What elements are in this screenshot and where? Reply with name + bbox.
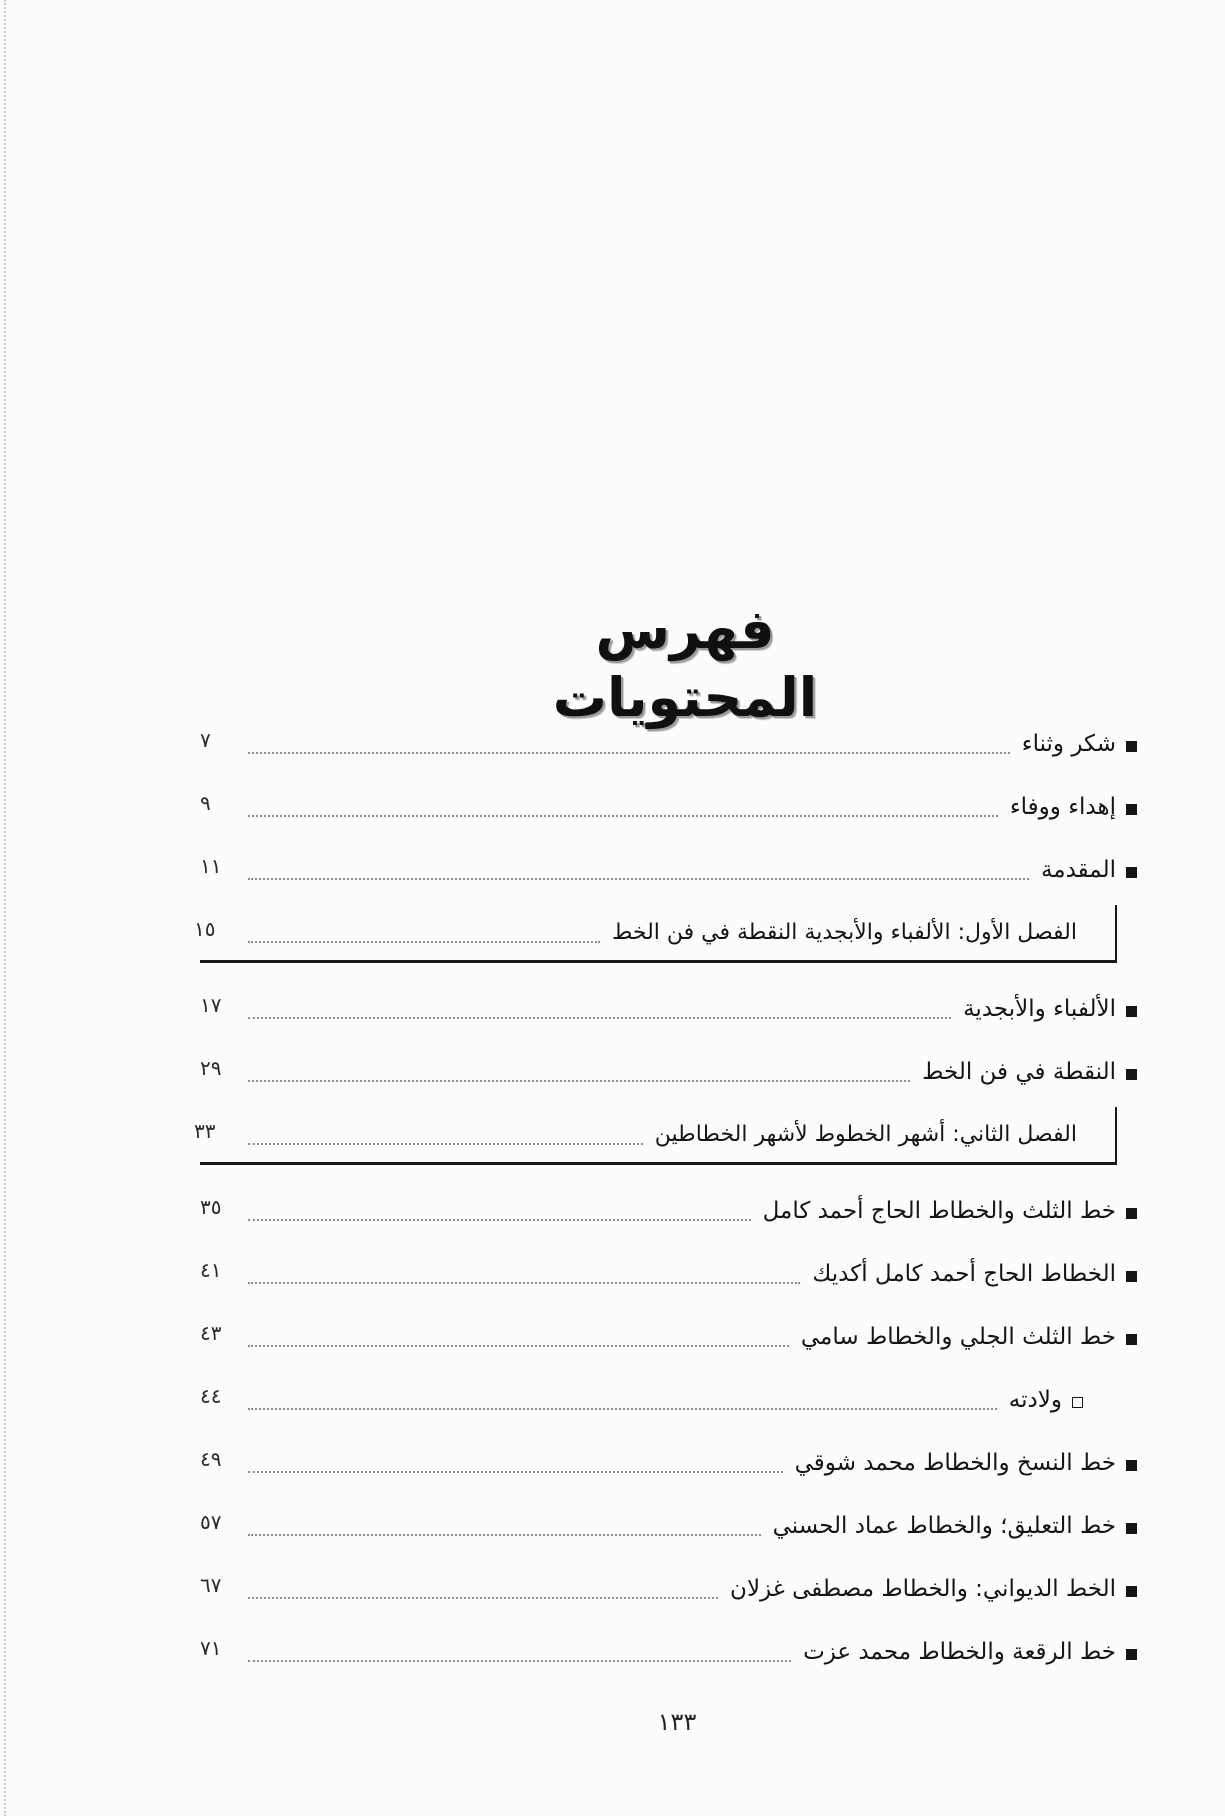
dotted-leader xyxy=(248,1534,761,1536)
toc-entry-page: ٢٩ xyxy=(200,1055,222,1080)
page-number: ١٣٣ xyxy=(657,1708,697,1736)
filled-square-icon xyxy=(1126,1586,1137,1597)
toc-entry-page: ٤٤ xyxy=(200,1383,222,1408)
toc-entry-page: ٦٧ xyxy=(200,1572,222,1597)
toc-entry-page: ٣٥ xyxy=(200,1194,222,1219)
dotted-leader xyxy=(248,1017,951,1019)
filled-square-icon xyxy=(1126,1523,1137,1534)
filled-square-icon xyxy=(1126,1006,1137,1017)
chapter-title: الفصل الأول: الألفباء والأبجدية النقطة في فن الخط xyxy=(611,920,1077,945)
toc-entry-title: خط التعليق؛ والخطاط عماد الحسني xyxy=(772,1512,1116,1539)
chapter-page: ٣٣ xyxy=(194,1118,216,1143)
dotted-leader xyxy=(248,815,998,817)
hollow-square-icon xyxy=(1072,1397,1083,1408)
toc-entry-title: خط الثلث الجلي والخطاط سامي xyxy=(800,1323,1116,1350)
dotted-leader xyxy=(248,1597,718,1599)
toc-entry xyxy=(200,1557,1145,1620)
dotted-leader xyxy=(248,1660,791,1662)
chapter-title: الفصل الثاني: أشهر الخطوط لأشهر الخطاطين xyxy=(654,1122,1077,1147)
filled-square-icon xyxy=(1126,1208,1137,1219)
dotted-leader xyxy=(248,752,1010,754)
toc-entry-page: ١١ xyxy=(200,853,222,878)
filled-square-icon xyxy=(1126,1334,1137,1345)
toc-chapter-heading xyxy=(194,905,1117,963)
dotted-leader xyxy=(248,878,1029,880)
toc-entry xyxy=(200,1242,1145,1305)
toc-entry-page: ٤٩ xyxy=(200,1446,222,1471)
toc-entry xyxy=(200,712,1145,775)
filled-square-icon xyxy=(1126,1649,1137,1660)
dotted-leader xyxy=(248,1143,643,1145)
dotted-leader xyxy=(248,941,600,943)
toc-entry-page: ٥٧ xyxy=(200,1509,222,1534)
chapter-page: ١٥ xyxy=(194,916,216,941)
toc-entry xyxy=(200,977,1145,1040)
toc-entry-title: شكر وثناء xyxy=(1021,730,1116,757)
toc-entry-page: ٩ xyxy=(200,790,211,815)
toc-entry-title: خط النسخ والخطاط محمد شوقي xyxy=(794,1449,1116,1476)
toc-entry-title: ولادته xyxy=(1008,1386,1062,1413)
toc-entry-page: ٤١ xyxy=(200,1257,222,1282)
toc-entry-page: ٧١ xyxy=(200,1635,222,1660)
toc-entry xyxy=(200,1040,1145,1103)
toc-entry-title: الخط الديواني: والخطاط مصطفى غزلان xyxy=(730,1575,1116,1602)
dotted-leader xyxy=(248,1345,789,1347)
toc-subentry xyxy=(200,1368,1145,1431)
toc-entry-title: الخطاط الحاج أحمد كامل أكديك xyxy=(812,1260,1116,1287)
filled-square-icon xyxy=(1126,867,1137,878)
toc-chapter-heading xyxy=(194,1107,1117,1165)
toc-entry xyxy=(200,1179,1145,1242)
page-title: فهرس المحتويات xyxy=(552,598,818,729)
toc-entry xyxy=(200,1431,1145,1494)
filled-square-icon xyxy=(1126,804,1137,815)
dotted-leader xyxy=(248,1408,997,1410)
dotted-leader xyxy=(248,1471,783,1473)
toc-entry-title: إهداء ووفاء xyxy=(1009,793,1116,820)
toc-entry xyxy=(200,838,1145,901)
filled-square-icon xyxy=(1126,1460,1137,1471)
toc-entry-title: المقدمة xyxy=(1040,856,1116,883)
table-of-contents xyxy=(194,712,1145,1683)
toc-entry-title: خط الثلث والخطاط الحاج أحمد كامل xyxy=(762,1197,1116,1224)
filled-square-icon xyxy=(1126,1069,1137,1080)
toc-entry-page: ٧ xyxy=(200,727,211,752)
dotted-leader xyxy=(248,1282,800,1284)
toc-entry-title: خط الرقعة والخطاط محمد عزت xyxy=(803,1638,1116,1665)
toc-entry xyxy=(200,1494,1145,1557)
toc-entry xyxy=(200,775,1145,838)
toc-entry xyxy=(200,1305,1145,1368)
scan-edge-marks xyxy=(4,0,6,1816)
toc-entry-page: ١٧ xyxy=(200,992,222,1017)
toc-entry-title: النقطة في فن الخط xyxy=(922,1058,1116,1085)
dotted-leader xyxy=(248,1080,910,1082)
filled-square-icon xyxy=(1126,1271,1137,1282)
toc-entry-title: الألفباء والأبجدية xyxy=(963,995,1116,1022)
filled-square-icon xyxy=(1126,741,1137,752)
dotted-leader xyxy=(248,1219,751,1221)
toc-entry-page: ٤٣ xyxy=(200,1320,222,1345)
toc-entry xyxy=(200,1620,1145,1683)
